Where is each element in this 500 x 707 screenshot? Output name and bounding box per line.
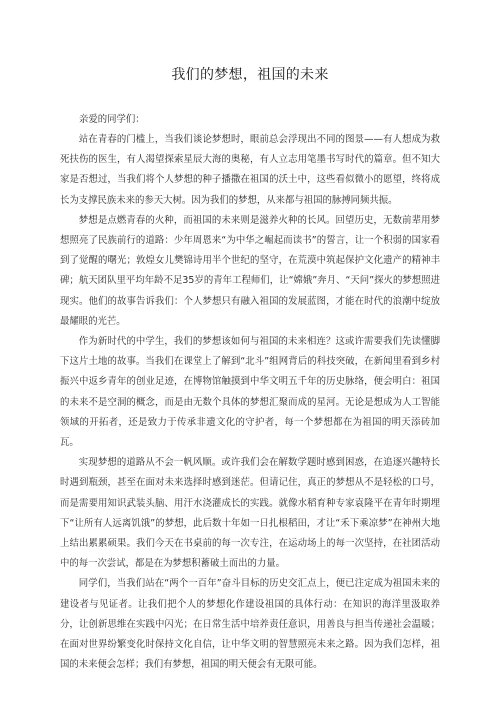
paragraph-4: 实现梦想的道路从不会一帆风顺。或许我们会在解数学题时感到困惑，在追逐兴趣特长时遇到瓶颈，甚至在面对未来选择时感到迷茫。但请记住，真正的梦想从不是轻松的口号，而是需要用知识武装头脑、用汗水浇灌成长的实践。就像水稻育种专家袁隆平在青年时期埋下“让所有人远离饥饿”的梦想，此后数十年如一日扎根稻田，才让“禾下乘凉梦”在神州大地上结出累累硕果。我们今天在书桌前的每一次专注，在运动场上的每一次坚持，在社团活动中的每一次尝试，都是在为梦想积蓄破土而出的力量。 — [60, 457, 440, 570]
greeting: 亲爱的同学们： — [79, 114, 145, 125]
paragraph-2: 梦想是点燃青春的火种，而祖国的未来则是滋养火种的长风。回望历史，无数前辈用梦想照亮了民族前行的道路：少年周恩来“为中华之崛起而读书”的誓言，让一个积弱的国家看到了觉醒的曙光；敦煌女儿樊锦诗用半个世纪的坚守，在荒漠中筑起保护文化遗产的精神丰碑；航天团队里平均年龄不足35岁的青年工程师们，让“嫦娥”奔月、“天问”探火的梦想照进现实。他们的故事告诉我们：个人梦想只有融入祖国的发展蓝图，才能在时代的浪潮中绽放最耀眼的光芒。 — [60, 214, 440, 327]
paragraph-1: 站在青春的门槛上，当我们谈论梦想时，眼前总会浮现出不同的图景——有人想成为救死扶伤的医生，有人渴望探索星辰大海的奥秘，有人立志用笔墨书写时代的篇章。但不知大家是否想过，当我们将个人梦想的种子播撒在祖国的沃土中，这些看似微小的愿望，终将成长为支撑民族未来的参天大树。因为我们的梦想，从来都与祖国的脉搏同频共振。 — [60, 134, 440, 206]
paragraph-3: 作为新时代的中学生，我们的梦想该如何与祖国的未来相连？这或许需要我们先读懂脚下这片土地的故事。当我们在课堂上了解到“北斗”组网背后的科技突破，在新闻里看到乡村振兴中返乡青年的创业足迹，在博物馆触摸到中华文明五千年的历史脉络，便会明白：祖国的未来不是空洞的概念，而是由无数个具体的梦想汇聚而成的星河。无论是想成为人工智能领域的开拓者，还是致力于传承非遗文化的守护者，每一个梦想都在为祖国的明天添砖加瓦。 — [60, 336, 440, 449]
paragraph-5: 同学们，当我们站在“两个一百年”奋斗目标的历史交汇点上，便已注定成为祖国未来的建设者与见证者。让我们把个人的梦想化作建设祖国的具体行动：在知识的海洋里汲取养分，让创新思维在实践中闪光；在日常生活中培养责任意识，用善良与担当传递社会温暖；在面对世界纷繁变化时保持文化自信，让中华文明的智慧照亮未来之路。因为我们怎样，祖国的未来便会怎样；我们有梦想，祖国的明天便会有无限可能。 — [60, 578, 440, 671]
document-title: 我们的梦想，祖国的未来 — [171, 67, 329, 83]
